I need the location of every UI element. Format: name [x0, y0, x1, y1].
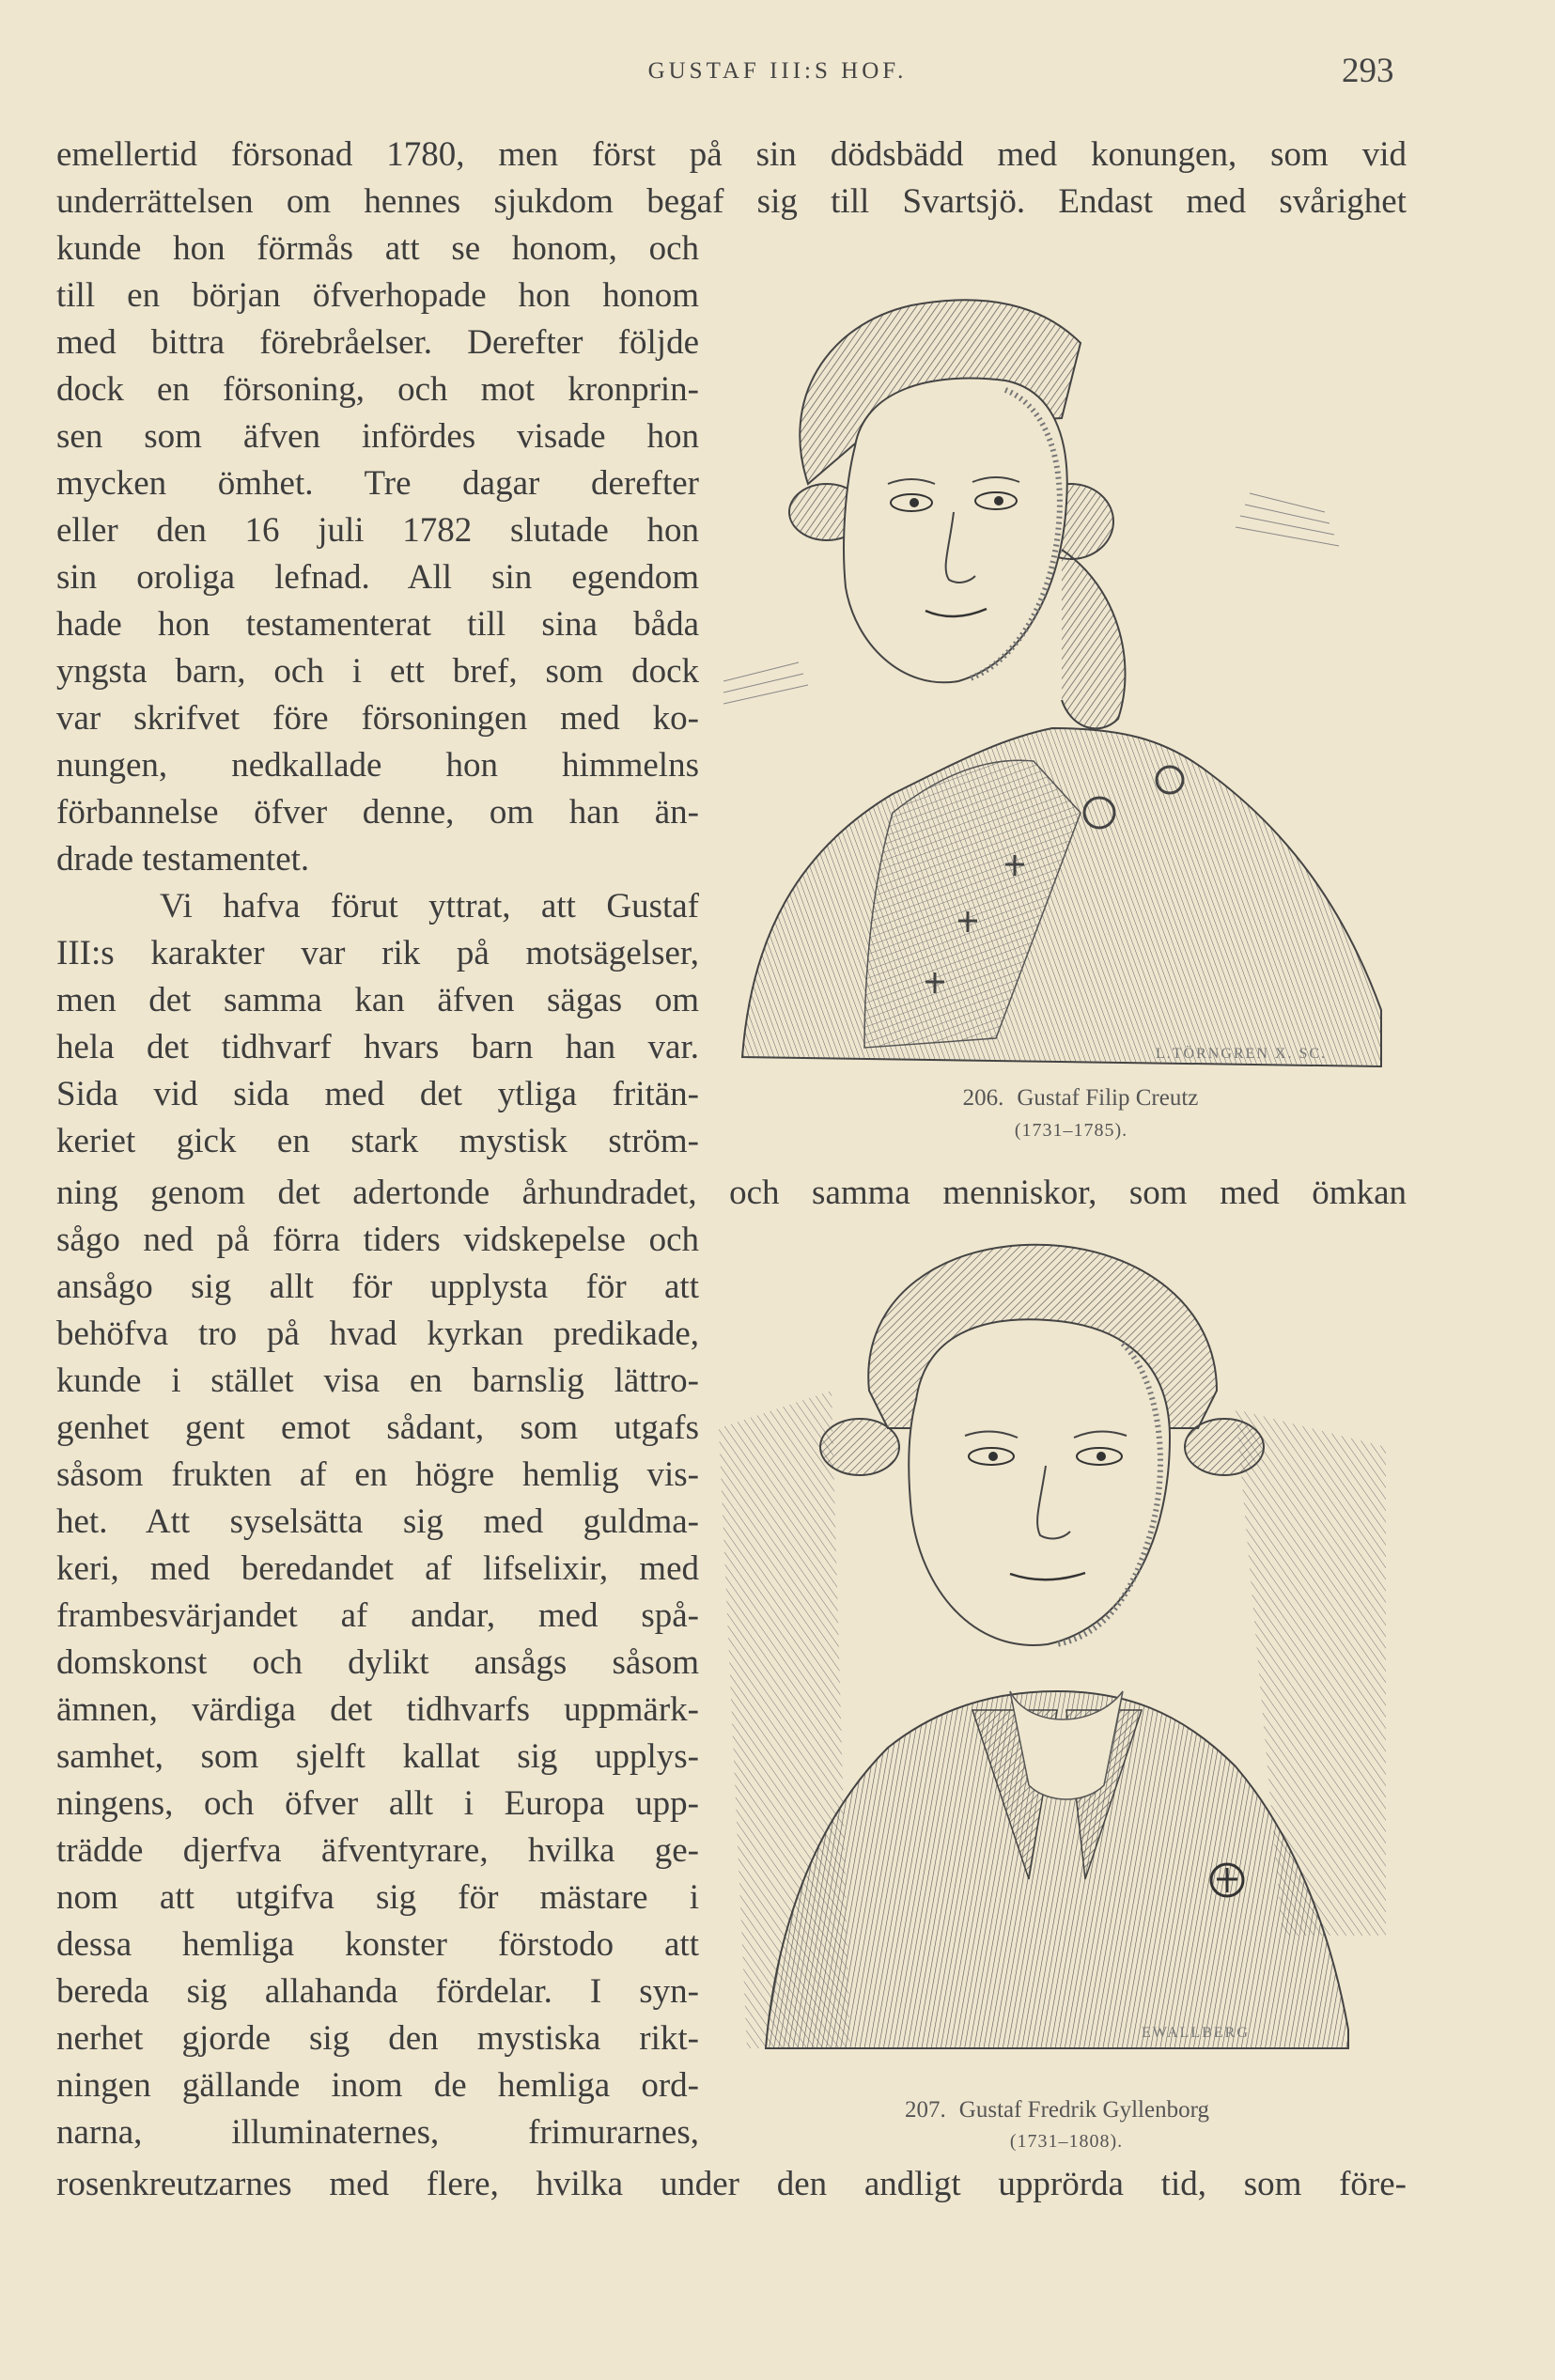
text-line: nungen, nedkallade hon himmelns: [56, 746, 699, 785]
engraver-mark: EWALLBERG: [1142, 2025, 1250, 2041]
text-line: nom att utgifva sig för mästare i: [56, 1878, 699, 1917]
text-line: Vi hafva förut yttrat, att Gustaf: [160, 887, 699, 926]
text-line: domskonst och dylikt ansågs såsom: [56, 1643, 699, 1682]
text-line: het. Att syselsätta sig med guldma-: [56, 1502, 699, 1541]
text-line: keriet gick en stark mystisk ström-: [56, 1122, 699, 1160]
text-line: hela det tidhvarf hvars barn han var.: [56, 1028, 699, 1066]
text-line: till en början öfverhopade hon honom: [56, 276, 699, 315]
text-line: förbannelse öfver denne, om han än-: [56, 793, 699, 832]
figure-207: [709, 1221, 1409, 2086]
text-line: bereda sig allahanda fördelar. I syn-: [56, 1972, 699, 2011]
portrait-engraving-icon: [709, 1221, 1409, 2086]
figure-206-caption: [864, 1085, 1297, 1112]
text-line: rosenkreutzarnes med flere, hvilka under den andligt upprörda tid, som före-: [56, 2165, 1407, 2203]
text-line: sen som äfven infördes visade hon: [56, 417, 699, 456]
text-line: trädde djerfva äfventyrare, hvilka ge-: [56, 1831, 699, 1870]
text-line: III:s karakter var rik på motsägelser,: [56, 934, 699, 972]
text-line: emellertid försonad 1780, men först på sin dödsbädd med konungen, som vid: [56, 135, 1407, 174]
text-line: såsom frukten af en högre hemlig vis-: [56, 1455, 699, 1494]
text-line: frambesvärjandet af andar, med spå-: [56, 1596, 699, 1635]
text-line: keri, med beredandet af lifselixir, med: [56, 1549, 699, 1588]
text-line: sin oroliga lefnad. All sin egendom: [56, 558, 699, 597]
figure-number: 207.: [905, 2097, 946, 2123]
figure-206: [723, 287, 1409, 1076]
text-line: ningens, och öfver allt i Europa upp-: [56, 1784, 699, 1823]
engraver-mark: L.TÖRNGREN X. SC.: [1156, 1046, 1328, 1062]
text-line: var skrifvet före försoningen med ko-: [56, 699, 699, 738]
text-line: med bittra förebråelser. Derefter följde: [56, 323, 699, 362]
text-line: ningen gällande inom de hemliga ord-: [56, 2066, 699, 2105]
text-line: kunde hon förmås att se honom, och: [56, 229, 699, 268]
text-line: eller den 16 juli 1782 slutade hon: [56, 511, 699, 550]
text-line: ansågo sig allt för upplysta för att: [56, 1268, 699, 1306]
text-line: kunde i stället visa en barnslig lättro-: [56, 1361, 699, 1400]
text-line: behöfva tro på hvad kyrkan predikade,: [56, 1314, 699, 1353]
figure-206-dates: (1731–1785).: [1014, 1120, 1128, 1141]
figure-number: 206.: [962, 1085, 1004, 1111]
figure-name: Gustaf Filip Creutz: [1017, 1085, 1199, 1111]
text-line: sågo ned på förra tiders vidskepelse och: [56, 1221, 699, 1259]
text-line: mycken ömhet. Tre dagar derefter: [56, 464, 699, 503]
text-line: ämnen, värdiga det tidhvarfs uppmärk-: [56, 1690, 699, 1729]
figure-name: Gustaf Fredrik Gyllenborg: [958, 2097, 1209, 2123]
text-line: dock en försoning, och mot kronprin-: [56, 370, 699, 409]
text-line: drade testamentet.: [56, 840, 310, 879]
text-line: narna, illuminaternes, frimurarnes,: [56, 2113, 699, 2152]
text-line: yngsta barn, och i ett bref, som dock: [56, 652, 699, 691]
text-line: underrättelsen om hennes sjukdom begaf sig till Svartsjö. Endast med svårighet: [56, 182, 1407, 221]
figure-207-dates: (1731–1808).: [1009, 2131, 1124, 2152]
text-line: Sida vid sida med det ytliga fritän-: [56, 1075, 699, 1113]
text-line: hade hon testamenterat till sina båda: [56, 605, 699, 644]
text-line: men det samma kan äfven sägas om: [56, 981, 699, 1019]
running-head: GUSTAF III:S HOF.: [647, 58, 908, 84]
page-number: 293: [1342, 52, 1394, 90]
text-line: nerhet gjorde sig den mystiska rikt-: [56, 2019, 699, 2058]
portrait-engraving-icon: [723, 287, 1409, 1076]
text-line: genhet gent emot sådant, som utgafs: [56, 1408, 699, 1447]
figure-207-caption: [832, 2097, 1283, 2123]
text-line: dessa hemliga konster förstodo att: [56, 1925, 699, 1964]
text-line: ning genom det adertonde århundradet, och samma menniskor, som med ömkan: [56, 1174, 1407, 1212]
text-line: samhet, som sjelft kallat sig upplys-: [56, 1737, 699, 1776]
